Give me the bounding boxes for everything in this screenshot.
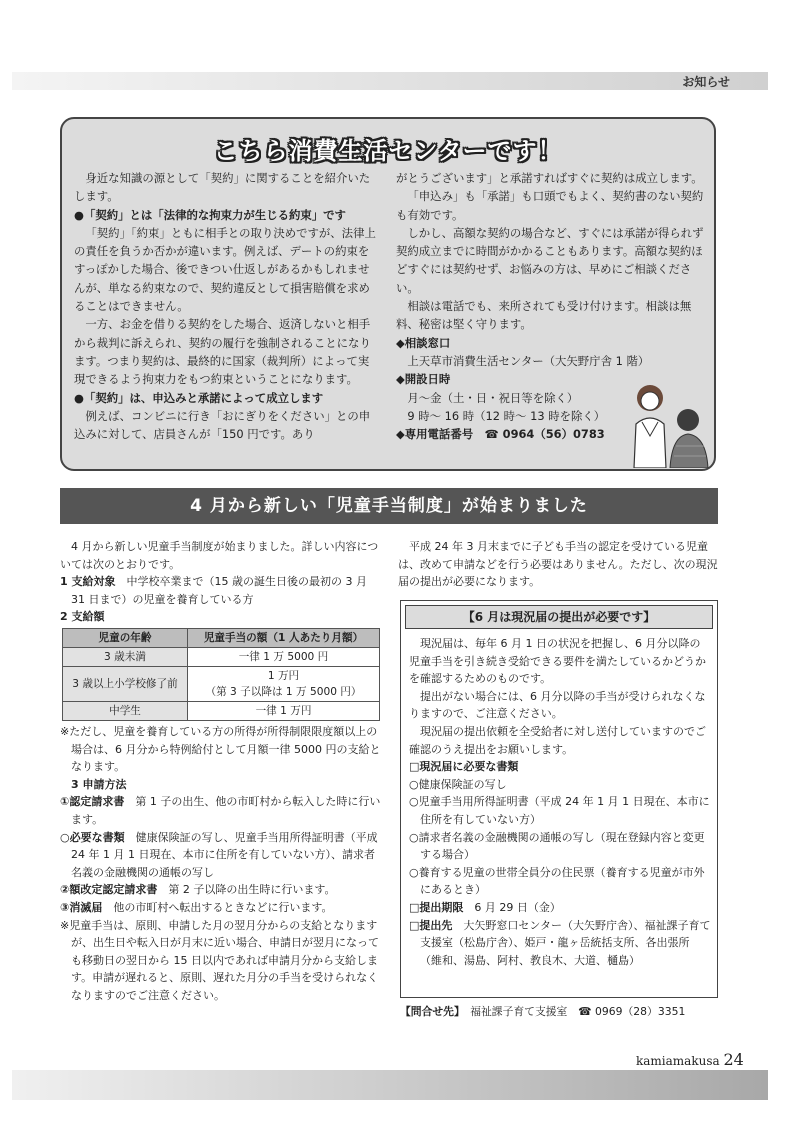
allowance-table: [62, 628, 380, 721]
table-header-amount: 児童手当の額（1 人あたり月額）: [188, 628, 380, 647]
table-header-age: 児童の年齢: [63, 628, 188, 647]
paragraph: ◆専用電話番号 ☎ 0964（56）0783: [396, 427, 605, 442]
paragraph: 一方、お金を借りる契約をした場合、返済しないと相手から裁判に訴えられ、契約の履行を強制されることになります。つまり契約は、最終的に国家（裁判所）によって実現できるよう拘束力をもつ約束ということになります。: [74, 317, 371, 387]
paragraph: ◆相談窓口: [396, 335, 451, 350]
paragraph: 9 時～ 16 時（12 時～ 13 時を除く）: [407, 408, 606, 423]
paragraph: がとうございます」と承諾すればすぐに契約は成立します。: [396, 171, 703, 185]
doc-item: ○請求者名義の金融機関の通帳の写し（現在登録内容と変更する場合）: [409, 830, 705, 862]
contact-info: 【問合せ先】 福祉課子育て支援室 ☎ 0969（28）3351: [400, 1005, 686, 1018]
consumer-left-column: [74, 169, 380, 443]
method-item: ○必要な書類 健康保険証の写し、児童手当用所得証明書（平成 24 年 1 月 1 日現在、本市に住所を有していない方）、請求者名義の金融機関の通帳の写し: [60, 830, 378, 879]
box-paragraph: 現況届の提出依頼を全受給者に対し送付していますのでご確認のうえ提出をお願いします。: [409, 724, 706, 756]
table-cell: 3 歳以上小学校修了前: [63, 666, 188, 701]
box-paragraph: 現況届は、毎年 6 月 1 日の状況を把握し、6 月分以降の児童手当を引き続き受給できる要件を満たしているかどうかを確認するためのものです。: [409, 637, 706, 686]
paragraph: 「契約」「約束」ともに相手との取り決めですが、法律上の責任を負うか否かが違います。例えば、デートの約束をすっぽかした場合、後できつい仕返しがあるかもしれませんが、単なる約束なので、契約違反として損害賠償を求めることはできません。: [74, 225, 376, 314]
doc-item: ○養育する児童の世帯全員分の住民票（養育する児童が市外にあるとき）: [409, 865, 705, 897]
intro-text: 4 月から新しい児童手当制度が始まりました。詳しい内容については次のとおりです。: [60, 540, 379, 571]
doc-item: ○健康保険証の写し: [409, 777, 507, 791]
child-allowance-right-column: [398, 538, 718, 591]
child-allowance-banner: 4 月から新しい「児童手当制度」が始まりました: [60, 488, 718, 524]
docs-heading: □現況届に必要な書類: [409, 760, 519, 774]
publication-name: kamiamakusa: [636, 1054, 720, 1068]
table-cell: 一律 1 万 5000 円: [188, 647, 380, 666]
paragraph: 上天草市消費生活センター（大矢野庁舎 1 階）: [407, 353, 650, 368]
table-row: [63, 647, 380, 666]
eligibility-item: 1 支給対象 中学校卒業まで（15 歳の誕生日後の最初の 3 月 31 日まで）の児童を養育している方: [60, 575, 367, 606]
table-header-row: [63, 628, 380, 647]
paragraph: 月～金（土・日・祝日等を除く）: [407, 390, 579, 405]
box-paragraph: 提出がない場合には、6 月分以降の手当が受けられなくなりますので、ご注意ください。: [409, 689, 706, 721]
method-item: ②額改定認定請求書 第 2 子以降の出生時に行います。: [60, 883, 336, 897]
page-footer: [636, 1050, 744, 1069]
consultation-illustration: [616, 376, 712, 468]
amount-heading: 2 支給額: [60, 610, 105, 624]
paragraph: 身近な知識の源として「契約」に関することを紹介いたします。: [74, 171, 371, 204]
paragraph: 「申込み」も「承諾」も口頭でもよく、契約書のない契約も有効です。: [396, 189, 704, 222]
table-cell: 3 歳未満: [63, 647, 188, 666]
paragraph: 相談は電話でも、来所されても受け付けます。相談は無料、秘密は堅く守ります。: [396, 299, 692, 332]
paragraph: 例えば、コンビニに行き「おにぎりをください」との申込みに対して、店員さんが「150 円です。あり: [74, 408, 371, 442]
paragraph: しかし、高額な契約の場合など、すぐには承諾が得られず契約成立までに時間がかかることもあります。高額な契約ほどすぐには契約せず、お悩みの方は、早めにご相談ください。: [396, 225, 704, 295]
status-report-box: [400, 600, 718, 998]
table-row: [63, 666, 380, 701]
paragraph: ●「契約」は、申込みと承諾によって成立します: [74, 390, 324, 405]
child-allowance-left-column: [60, 538, 382, 1004]
paragraph: ●「契約」とは「法律的な拘束力が生じる約束」です: [74, 207, 346, 222]
right-intro-text: 平成 24 年 3 月末までに子ども手当の認定を受けている児童は、改めて申請などを行う必要はありません。ただし、次の現況届の提出が必要になります。: [398, 540, 718, 589]
income-limit-note: ※ただし、児童を養育している方の所得が所得制限限度額以上の場合は、6 月分から特例給付として月額一律 5000 円の支給となります。: [60, 724, 381, 774]
doc-item: ○児童手当用所得証明書（平成 24 年 1 月 1 日現在、本市に住所を有していない方）: [409, 795, 710, 826]
method-item: ①認定請求書 第 1 子の出生、他の市町村から転入した時に行います。: [60, 795, 381, 826]
footer-bar: [12, 1070, 768, 1100]
destination-item: □提出先 大矢野窓口センター（大矢野庁舎）、福祉課子育て支援室（松島庁舎）、姫戸・龍ヶ岳統括支所、各出張所（維和、湯島、阿村、教良木、大道、樋島）: [409, 918, 711, 967]
table-cell: 一律 1 万円: [188, 701, 380, 720]
method-item: ③消滅届 他の市町村へ転出するときなどに行います。: [60, 900, 333, 914]
consumer-center-title: こちら消費生活センターです！: [213, 137, 563, 165]
table-row: [63, 701, 380, 720]
application-heading: 3 申請方法: [71, 777, 127, 791]
table-cell: 1 万円 （第 3 子以降は 1 万 5000 円）: [188, 666, 380, 701]
timing-note: ※児童手当は、原則、申請した月の翌月分からの支給となりますが、出生日や転入日が月末に近い場合、申請日が翌月になっても移動日の翌日から 15 日以内であれば申請月分から支給します。申請が遅れると、原則、遅れた月分の手当を受けられなくなりますのでご注意ください。: [60, 918, 379, 1002]
page-number: 24: [723, 1050, 744, 1069]
status-report-title: 【6 月は現況届の提出が必要です】: [405, 605, 713, 629]
table-cell: 中学生: [63, 701, 188, 720]
paragraph: ◆開設日時: [396, 372, 451, 387]
section-label: お知らせ: [682, 75, 730, 89]
header-bar: [12, 72, 768, 90]
deadline-item: □提出期限 6 月 29 日（金）: [409, 900, 561, 914]
